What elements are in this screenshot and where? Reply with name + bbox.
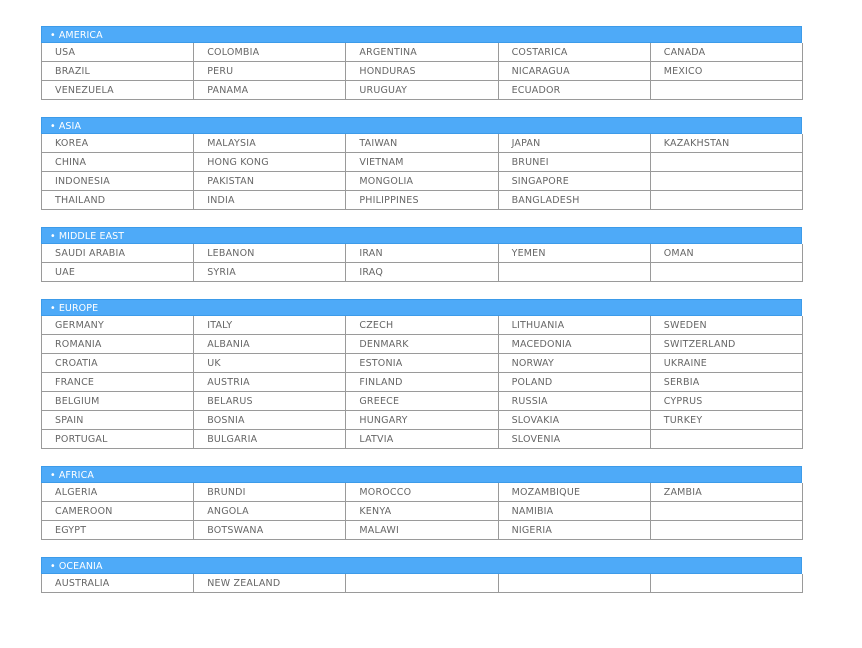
table-row [42, 574, 803, 593]
empty-cell [498, 574, 650, 593]
country-cell[interactable]: KENYA [346, 502, 498, 521]
country-cell[interactable]: BOSNIA [194, 411, 346, 430]
region-header: • EUROPE [41, 299, 802, 316]
country-cell[interactable]: ZAMBIA [650, 483, 802, 502]
region-section [41, 26, 802, 100]
country-cell[interactable]: CYPRUS [650, 392, 802, 411]
table-row [42, 411, 803, 430]
region-section [41, 117, 802, 210]
country-cell[interactable]: USA [42, 43, 194, 62]
empty-cell [650, 191, 802, 210]
country-cell[interactable]: LEBANON [194, 244, 346, 263]
table-row [42, 81, 803, 100]
country-cell[interactable]: GREECE [346, 392, 498, 411]
country-cell[interactable]: TAIWAN [346, 134, 498, 153]
region-header: • ASIA [41, 117, 802, 134]
country-cell[interactable]: LITHUANIA [498, 316, 650, 335]
country-cell[interactable]: NIGERIA [498, 521, 650, 540]
country-cell[interactable]: RUSSIA [498, 392, 650, 411]
country-cell[interactable]: PERU [194, 62, 346, 81]
country-cell[interactable]: SWEDEN [650, 316, 802, 335]
region-header: • MIDDLE EAST [41, 227, 802, 244]
table-row [42, 191, 803, 210]
country-cell[interactable]: SAUDI ARABIA [42, 244, 194, 263]
country-cell[interactable]: TURKEY [650, 411, 802, 430]
table-row [42, 244, 803, 263]
country-cell[interactable]: PAKISTAN [194, 172, 346, 191]
country-cell[interactable]: URUGUAY [346, 81, 498, 100]
country-cell[interactable]: VIETNAM [346, 153, 498, 172]
region-section [41, 227, 802, 282]
country-cell[interactable]: ITALY [194, 316, 346, 335]
country-cell[interactable]: ARGENTINA [346, 43, 498, 62]
country-cell[interactable]: UAE [42, 263, 194, 282]
country-cell[interactable]: SWITZERLAND [650, 335, 802, 354]
country-cell[interactable]: FRANCE [42, 373, 194, 392]
country-table [41, 244, 803, 282]
country-cell[interactable]: MOZAMBIQUE [498, 483, 650, 502]
table-row [42, 502, 803, 521]
country-cell[interactable]: JAPAN [498, 134, 650, 153]
region-section [41, 299, 802, 449]
country-cell[interactable]: MOROCCO [346, 483, 498, 502]
country-cell[interactable]: MACEDONIA [498, 335, 650, 354]
country-cell[interactable]: ALGERIA [42, 483, 194, 502]
country-cell[interactable]: FINLAND [346, 373, 498, 392]
empty-cell [650, 430, 802, 449]
country-cell[interactable]: IRAQ [346, 263, 498, 282]
country-cell[interactable]: MALAWI [346, 521, 498, 540]
country-cell[interactable]: IRAN [346, 244, 498, 263]
country-cell[interactable]: SYRIA [194, 263, 346, 282]
table-row [42, 430, 803, 449]
country-cell[interactable]: CAMEROON [42, 502, 194, 521]
country-cell[interactable]: AUSTRALIA [42, 574, 194, 593]
country-cell[interactable]: NAMIBIA [498, 502, 650, 521]
empty-cell [650, 263, 802, 282]
empty-cell [650, 574, 802, 593]
empty-cell [346, 574, 498, 593]
country-cell[interactable]: SLOVAKIA [498, 411, 650, 430]
country-cell[interactable]: PHILIPPINES [346, 191, 498, 210]
country-cell[interactable]: ECUADOR [498, 81, 650, 100]
region-header: • OCEANIA [41, 557, 802, 574]
country-cell[interactable]: BRUNEI [498, 153, 650, 172]
country-cell[interactable]: ROMANIA [42, 335, 194, 354]
country-cell[interactable]: BRAZIL [42, 62, 194, 81]
country-cell[interactable]: BOTSWANA [194, 521, 346, 540]
table-row [42, 483, 803, 502]
region-header: • AFRICA [41, 466, 802, 483]
country-cell[interactable]: GERMANY [42, 316, 194, 335]
country-table [41, 134, 803, 210]
country-cell[interactable]: MALAYSIA [194, 134, 346, 153]
country-cell[interactable]: PANAMA [194, 81, 346, 100]
table-row [42, 172, 803, 191]
table-row [42, 373, 803, 392]
table-row [42, 316, 803, 335]
country-cell[interactable]: YEMEN [498, 244, 650, 263]
country-cell[interactable]: SPAIN [42, 411, 194, 430]
country-cell[interactable]: HONG KONG [194, 153, 346, 172]
country-cell[interactable]: MONGOLIA [346, 172, 498, 191]
country-cell[interactable]: HONDURAS [346, 62, 498, 81]
region-section [41, 557, 802, 593]
empty-cell [650, 81, 802, 100]
country-cell[interactable]: COLOMBIA [194, 43, 346, 62]
country-cell[interactable]: CHINA [42, 153, 194, 172]
country-cell[interactable]: PORTUGAL [42, 430, 194, 449]
country-cell[interactable]: DENMARK [346, 335, 498, 354]
country-cell[interactable]: BRUNDI [194, 483, 346, 502]
country-cell[interactable]: ALBANIA [194, 335, 346, 354]
country-cell[interactable]: LATVIA [346, 430, 498, 449]
country-cell[interactable]: EGYPT [42, 521, 194, 540]
country-cell[interactable]: CANADA [650, 43, 802, 62]
country-cell[interactable]: INDIA [194, 191, 346, 210]
empty-cell [650, 502, 802, 521]
table-row [42, 335, 803, 354]
country-cell[interactable]: KAZAKHSTAN [650, 134, 802, 153]
country-cell[interactable]: ESTONIA [346, 354, 498, 373]
country-cell[interactable]: BELARUS [194, 392, 346, 411]
empty-cell [650, 172, 802, 191]
table-row [42, 62, 803, 81]
table-row [42, 392, 803, 411]
country-cell[interactable]: NEW ZEALAND [194, 574, 346, 593]
table-row [42, 134, 803, 153]
country-cell[interactable]: HUNGARY [346, 411, 498, 430]
country-cell[interactable]: UKRAINE [650, 354, 802, 373]
country-cell[interactable]: CZECH [346, 316, 498, 335]
empty-cell [650, 153, 802, 172]
region-section [41, 466, 802, 540]
country-cell[interactable]: KOREA [42, 134, 194, 153]
country-cell[interactable]: BANGLADESH [498, 191, 650, 210]
empty-cell [650, 521, 802, 540]
country-cell[interactable]: POLAND [498, 373, 650, 392]
country-table [41, 316, 803, 449]
country-table [41, 574, 803, 593]
table-row [42, 354, 803, 373]
country-cell[interactable]: VENEZUELA [42, 81, 194, 100]
country-cell[interactable]: COSTARICA [498, 43, 650, 62]
table-row [42, 521, 803, 540]
empty-cell [498, 263, 650, 282]
country-cell[interactable]: NORWAY [498, 354, 650, 373]
country-cell[interactable]: OMAN [650, 244, 802, 263]
country-table [41, 483, 803, 540]
country-cell[interactable]: MEXICO [650, 62, 802, 81]
country-cell[interactable]: ANGOLA [194, 502, 346, 521]
country-cell[interactable]: BELGIUM [42, 392, 194, 411]
country-cell[interactable]: AUSTRIA [194, 373, 346, 392]
country-cell[interactable]: SLOVENIA [498, 430, 650, 449]
region-header: • AMERICA [41, 26, 802, 43]
table-row [42, 153, 803, 172]
country-region-list [41, 26, 802, 610]
country-cell[interactable]: THAILAND [42, 191, 194, 210]
country-cell[interactable]: UK [194, 354, 346, 373]
country-cell[interactable]: CROATIA [42, 354, 194, 373]
country-cell[interactable]: BULGARIA [194, 430, 346, 449]
country-cell[interactable]: NICARAGUA [498, 62, 650, 81]
country-cell[interactable]: INDONESIA [42, 172, 194, 191]
country-cell[interactable]: SERBIA [650, 373, 802, 392]
country-cell[interactable]: SINGAPORE [498, 172, 650, 191]
table-row [42, 43, 803, 62]
country-table [41, 43, 803, 100]
table-row [42, 263, 803, 282]
